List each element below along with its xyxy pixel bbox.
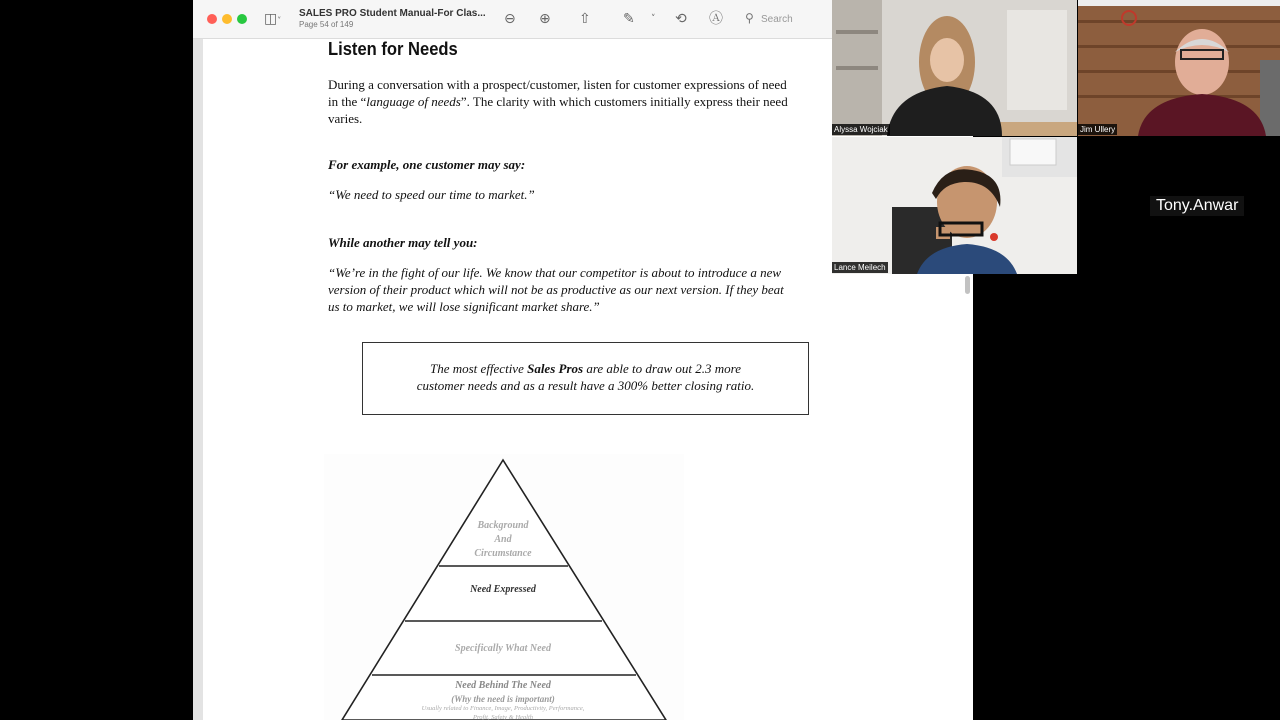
markup-icon[interactable]: ✎ xyxy=(623,11,635,27)
page-indicator: Page 54 of 149 xyxy=(299,20,354,29)
intro-line-2: in the “language of needs”. The clarity with which customers initially express their need xyxy=(328,94,788,109)
participant-name-label: Jim Ullery xyxy=(1080,125,1116,134)
another-quote-line-3: us to market, we will lose significant market share.” xyxy=(328,299,600,314)
participant-name-label: Lance Meilech xyxy=(834,263,886,272)
markup-menu-chevron-down-icon[interactable]: ˅ xyxy=(651,14,656,24)
zoom-window-button[interactable] xyxy=(237,14,247,24)
example-quote: “We need to speed our time to market.” xyxy=(328,187,535,202)
sidebar-strip xyxy=(193,39,203,720)
video-tile-jim[interactable] xyxy=(1078,0,1280,136)
annotate-icon[interactable]: Ⓐ xyxy=(709,11,723,27)
pyramid-level-4-line-1: Need Behind The Need xyxy=(455,680,551,691)
search-input[interactable] xyxy=(741,9,841,29)
zoom-out-icon[interactable]: ⊖ xyxy=(504,11,516,27)
participant-name-label: Tony.Anwar xyxy=(1150,196,1244,216)
callout-line-2: customer needs and as a result have a 300% better closing ratio. xyxy=(416,378,755,393)
another-quote-line-1: “We’re in the fight of our life. We know that our competitor is about to introduce a new xyxy=(328,265,782,280)
pyramid-level-4-line-2: (Why the need is important) xyxy=(451,694,555,704)
page-heading: Listen for Needs xyxy=(328,39,458,59)
video-tile-lance[interactable] xyxy=(832,137,1077,274)
sidebar-icon[interactable]: ◫˅ xyxy=(264,11,282,27)
participant-video xyxy=(1078,0,1280,136)
pyramid-level-1-line-2: And xyxy=(494,534,512,545)
zoom-in-icon[interactable]: ⊕ xyxy=(539,11,551,27)
search-icon: ⚲ xyxy=(745,11,754,25)
intro-line-1: During a conversation with a prospect/customer, listen for customer expressions of need xyxy=(328,77,787,92)
pyramid-level-2: Need Expressed xyxy=(470,584,536,595)
minimize-window-button[interactable] xyxy=(222,14,232,24)
document-title: SALES PRO Student Manual-For Clas... xyxy=(299,8,486,19)
participant-video xyxy=(832,137,1077,274)
share-icon[interactable]: ⇧ xyxy=(579,11,591,27)
close-window-button[interactable] xyxy=(207,14,217,24)
participant-video xyxy=(832,0,1077,136)
pyramid-level-1-line-1: Background xyxy=(477,520,529,531)
pyramid-level-1-line-3: Circumstance xyxy=(474,548,532,559)
video-tile-alyssa[interactable] xyxy=(832,0,1077,136)
participant-name-label: Alyssa Wojciak xyxy=(834,125,888,134)
example-heading: For example, one customer may say: xyxy=(328,157,526,172)
intro-line-3: varies. xyxy=(328,111,363,126)
another-heading: While another may tell you: xyxy=(328,235,478,250)
pyramid-level-4-line-3: Usually related to Finance, Image, Productivity, Performance, xyxy=(421,705,585,712)
search-placeholder: Search xyxy=(761,14,793,25)
pyramid-level-4-line-4: Profit, Safety & Health xyxy=(472,714,534,720)
callout-line-1: The most effective Sales Pros are able to draw out 2.3 more xyxy=(429,361,741,376)
another-quote-line-2: version of their product which will not be as productive as our next version. If they beat xyxy=(328,282,784,297)
callout-box xyxy=(362,342,809,415)
pyramid-level-3: Specifically What Need xyxy=(455,643,551,654)
scrollbar-thumb[interactable] xyxy=(965,276,970,294)
rotate-icon[interactable]: ⟲ xyxy=(675,11,687,27)
